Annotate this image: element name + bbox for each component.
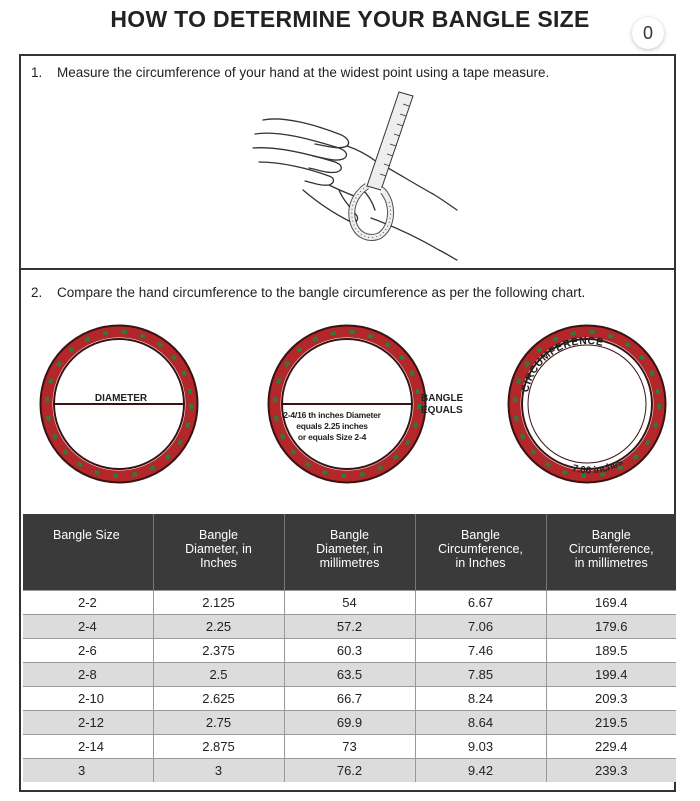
table-row: [23, 758, 676, 782]
diameter-label: DIAMETER: [94, 393, 148, 404]
step-2-text: Compare the hand circumference to the bangle circumference as per the following chart.: [57, 285, 586, 300]
cell-circumference-mm: 199.4: [546, 662, 676, 686]
cell-diameter-mm: 60.3: [284, 638, 415, 662]
cell-diameter-in: 2.125: [153, 590, 284, 614]
circumference-value: 7.06 inches: [571, 456, 626, 477]
step-2-number: 2.: [31, 285, 43, 300]
cell-circumference-in: 8.64: [415, 710, 546, 734]
example-label: [267, 410, 397, 443]
step-2-instruction: [31, 285, 585, 300]
table-row: [23, 686, 676, 710]
cell-size: 3: [23, 758, 153, 782]
cell-circumference-in: 7.46: [415, 638, 546, 662]
cell-diameter-mm: 69.9: [284, 710, 415, 734]
hand-tape-measure-illustration: [243, 90, 461, 262]
cell-size: 2-6: [23, 638, 153, 662]
cell-circumference-in: 6.67: [415, 590, 546, 614]
cell-circumference-mm: 229.4: [546, 734, 676, 758]
bangle-example-diagram: [261, 318, 433, 490]
cell-diameter-mm: 76.2: [284, 758, 415, 782]
count-badge[interactable]: 0: [632, 17, 664, 49]
header-circumference-inches: Bangle Circumference, in Inches: [415, 514, 546, 590]
cell-circumference-mm: 179.6: [546, 614, 676, 638]
cell-size: 2-4: [23, 614, 153, 638]
table-row: [23, 734, 676, 758]
cell-circumference-in: 8.24: [415, 686, 546, 710]
cell-diameter-mm: 63.5: [284, 662, 415, 686]
table-row: [23, 614, 676, 638]
example-line-3: or equals Size 2-4: [297, 432, 367, 442]
cell-circumference-mm: 189.5: [546, 638, 676, 662]
bangle-circumference-diagram: [501, 318, 673, 490]
cell-diameter-in: 2.75: [153, 710, 284, 734]
circumference-label: CIRCUMFERENCE: [519, 334, 605, 394]
cell-size: 2-10: [23, 686, 153, 710]
page-title: HOW TO DETERMINE YOUR BANGLE SIZE: [110, 6, 590, 32]
cell-diameter-in: 2.25: [153, 614, 284, 638]
cell-size: 2-2: [23, 590, 153, 614]
table-row: [23, 590, 676, 614]
cell-circumference-mm: 239.3: [546, 758, 676, 782]
table-row: [23, 710, 676, 734]
cell-circumference-mm: 169.4: [546, 590, 676, 614]
equals-line-2: EQUALS: [421, 405, 463, 416]
cell-diameter-mm: 66.7: [284, 686, 415, 710]
cell-diameter-in: 2.375: [153, 638, 284, 662]
cell-size: 2-8: [23, 662, 153, 686]
table-header-row: [23, 514, 676, 590]
cell-circumference-in: 7.85: [415, 662, 546, 686]
bangle-diameter-diagram: [33, 318, 205, 490]
cell-diameter-in: 2.875: [153, 734, 284, 758]
cell-size: 2-14: [23, 734, 153, 758]
header-diameter-mm: Bangle Diameter, in millimetres: [284, 514, 415, 590]
cell-circumference-in: 7.06: [415, 614, 546, 638]
cell-diameter-mm: 57.2: [284, 614, 415, 638]
equals-line-1: BANGLE: [421, 393, 464, 404]
cell-diameter-in: 3: [153, 758, 284, 782]
header-bangle-size: Bangle Size: [23, 514, 153, 590]
cell-size: 2-12: [23, 710, 153, 734]
cell-diameter-mm: 54: [284, 590, 415, 614]
step-1-number: 1.: [31, 65, 43, 80]
size-guide-panel: [19, 54, 676, 792]
cell-diameter-in: 2.625: [153, 686, 284, 710]
header-circumference-mm: Bangle Circumference, in millimetres: [546, 514, 676, 590]
step-1-instruction: [31, 65, 549, 80]
header-diameter-inches: Bangle Diameter, in Inches: [153, 514, 284, 590]
cell-circumference-in: 9.03: [415, 734, 546, 758]
bangle-equals-label: [421, 393, 481, 417]
cell-diameter-in: 2.5: [153, 662, 284, 686]
bangle-size-table: [23, 514, 676, 782]
table-row: [23, 662, 676, 686]
section-divider: [21, 268, 674, 270]
cell-circumference-mm: 219.5: [546, 710, 676, 734]
example-line-2: equals 2.25 inches: [296, 421, 368, 431]
step-1-text: Measure the circumference of your hand at the widest point using a tape measure.: [57, 65, 550, 80]
cell-circumference-mm: 209.3: [546, 686, 676, 710]
table-row: [23, 638, 676, 662]
cell-diameter-mm: 73: [284, 734, 415, 758]
cell-circumference-in: 9.42: [415, 758, 546, 782]
example-line-1: 2-4/16 th inches Diameter: [283, 410, 381, 420]
